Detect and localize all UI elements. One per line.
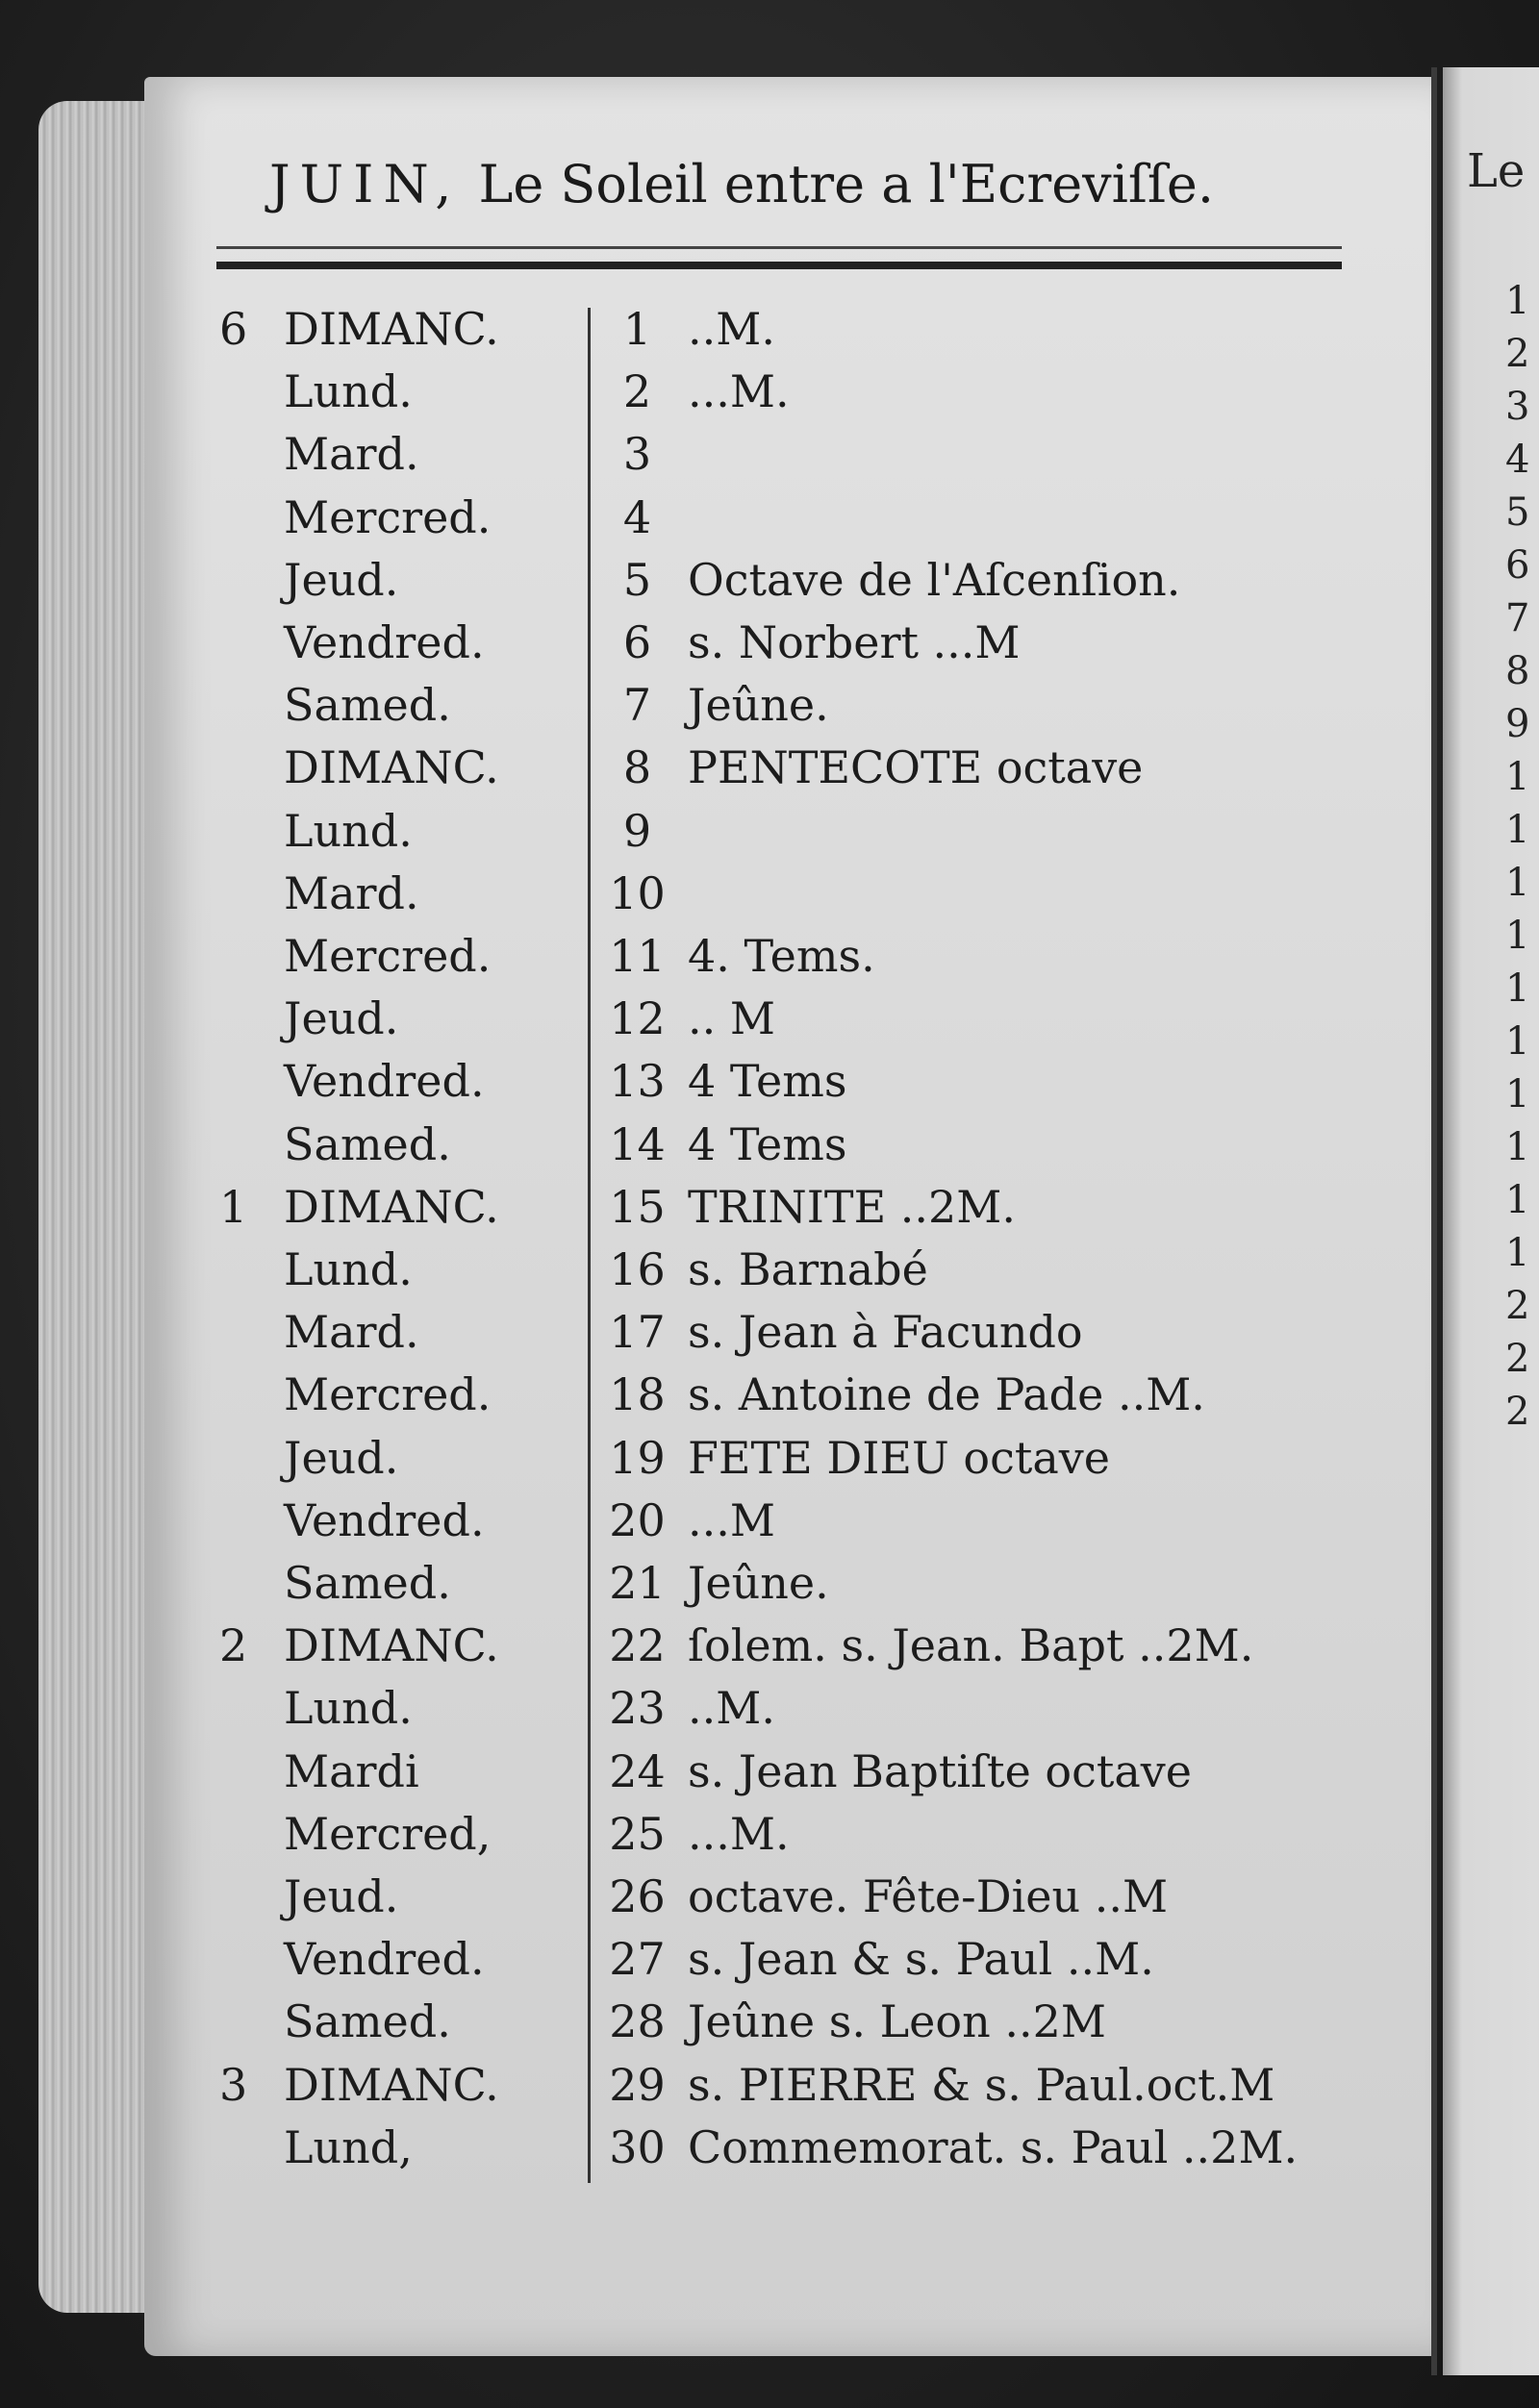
header-rule-thick [216,262,1342,269]
day-name: Mercred. [284,490,492,543]
calendar-row [0,1557,1443,1619]
feast-text: ...M. [688,1807,790,1860]
day-name: DIMANC. [284,741,499,794]
day-name: DIMANC. [284,303,499,355]
facing-page-header: Le [1467,144,1526,198]
facing-page-number: 4 [1505,438,1530,482]
day-name: Samed. [284,679,451,732]
feast-text: PENTECOTE octave [688,741,1144,794]
facing-page-number: 2 [1505,1284,1530,1328]
day-name: Samed. [284,1557,451,1609]
feast-text: ſolem. s. Jean. Bapt ..2M. [688,1619,1254,1672]
feast-text: Jeûne s. Leon ..2M [688,1995,1106,2048]
facing-page-number: 1 [1505,1178,1530,1222]
feast-text: Jeûne. [688,679,829,732]
calendar-row [0,1181,1443,1243]
calendar-row [0,1243,1443,1306]
feast-text: s. PIERRE & s. Paul.oct.M [688,2058,1275,2111]
day-name: Jeud. [284,553,399,606]
facing-page-number: 1 [1505,914,1530,958]
calendar-row [0,1368,1443,1431]
facing-page-number: 1 [1505,279,1530,323]
day-number: 10 [609,866,666,919]
calendar-row [0,1118,1443,1181]
feast-text: s. Barnabé [688,1243,928,1295]
day-name: Vendred. [284,1493,485,1546]
day-name: Mercred, [284,1807,492,1860]
day-number: 13 [609,1055,666,1108]
month-title: JUIN, [269,154,462,214]
day-number: 2 [622,365,652,418]
calendar-row [0,805,1443,867]
feast-text: ..M. [688,303,775,355]
facing-page-number: 5 [1505,490,1530,535]
calendar-row [0,428,1443,490]
facing-page-number: 7 [1505,596,1530,640]
day-name: Lund. [284,1682,413,1735]
calendar-row [0,1808,1443,1870]
day-name: Vendred. [284,616,485,668]
day-number: 3 [622,428,652,481]
facing-page-number: 3 [1505,385,1530,429]
day-number: 16 [609,1243,666,1295]
day-number: 23 [609,1682,666,1735]
calendar-row [0,303,1443,365]
day-number: 24 [609,1744,666,1797]
day-number: 4 [622,490,652,543]
feast-text: s. Jean à Facundo [688,1306,1083,1359]
day-name: Jeud. [284,992,399,1045]
calendar-row [0,992,1443,1055]
calendar-row [0,491,1443,554]
day-name: Mard. [284,1306,419,1359]
day-number: 30 [609,2120,666,2173]
day-name: Jeud. [284,1870,399,1922]
calendar-row [0,2121,1443,2184]
day-number: 20 [609,1493,666,1546]
feast-text: Octave de l'Aſcenſion. [688,553,1181,606]
day-number: 12 [609,992,666,1045]
day-number: 18 [609,1368,666,1421]
feast-text: 4. Tems. [688,930,875,982]
facing-page-number: 2 [1505,1337,1530,1381]
day-number: 11 [609,930,666,982]
day-name: DIMANC. [284,1180,499,1233]
calendar-row [0,1870,1443,1933]
facing-page-number: 1 [1505,1125,1530,1169]
facing-page-number: 8 [1505,649,1530,693]
feast-text: ...M [688,1493,775,1546]
facing-page-number: 9 [1505,702,1530,746]
feast-text: s. Jean Baptiſte octave [688,1744,1192,1797]
day-number: 17 [609,1306,666,1359]
feast-text: octave. Fête-Dieu ..M [688,1870,1169,1922]
calendar-row [0,616,1443,679]
day-name: Lund, [284,2120,413,2173]
day-name: Samed. [284,1117,451,1170]
feast-text: s. Jean & s. Paul ..M. [688,1933,1154,1986]
calendar-row [0,679,1443,741]
calendar-row [0,1933,1443,1995]
page-header [269,154,1214,214]
facing-page-number: 6 [1505,543,1530,588]
calendar-row [0,867,1443,930]
day-name: Vendred. [284,1055,485,1108]
day-name: Lund. [284,804,413,857]
calendar-row [0,365,1443,428]
week-number: 1 [219,1180,248,1233]
day-number: 1 [622,303,652,355]
day-number: 9 [622,804,652,857]
calendar-row [0,1055,1443,1117]
day-number: 19 [609,1431,666,1484]
feast-text: Commemorat. s. Paul ..2M. [688,2120,1299,2173]
zodiac-subtitle: Le Soleil entre a l'Ecreviſſe. [478,154,1215,214]
day-number: 26 [609,1870,666,1922]
day-name: Mardi [284,1744,419,1797]
calendar-row [0,1745,1443,1808]
day-name: Samed. [284,1995,451,2048]
week-number: 6 [219,303,248,355]
day-number: 6 [622,616,652,668]
day-name: Vendred. [284,1933,485,1986]
calendar-row [0,1494,1443,1557]
day-name: Mercred. [284,930,492,982]
header-rule-thin [216,246,1342,249]
day-number: 7 [622,679,652,732]
facing-page-number: 1 [1505,861,1530,905]
feast-text: s. Antoine de Pade ..M. [688,1368,1205,1421]
feast-text: 4 Tems [688,1117,847,1170]
facing-page-number: 2 [1505,332,1530,376]
day-name: Mard. [284,428,419,481]
feast-text: FETE DIEU octave [688,1431,1110,1484]
day-name: Lund. [284,365,413,418]
day-name: Mercred. [284,1368,492,1421]
feast-text: ..M. [688,1682,775,1735]
facing-page-number: 1 [1505,1019,1530,1064]
facing-page-number: 1 [1505,1231,1530,1275]
day-number: 5 [622,553,652,606]
calendar-row [0,1306,1443,1368]
calendar-row [0,930,1443,992]
week-number: 2 [219,1619,248,1672]
facing-page-number: 1 [1505,755,1530,799]
calendar-row [0,741,1443,804]
calendar-row [0,1619,1443,1682]
facing-page-number: 1 [1505,808,1530,852]
feast-text: Jeûne. [688,1557,829,1609]
feast-text: ...M. [688,365,790,418]
day-number: 14 [609,1117,666,1170]
day-number: 15 [609,1180,666,1233]
day-name: Jeud. [284,1431,399,1484]
week-number: 3 [219,2058,248,2111]
facing-page-number: 1 [1505,966,1530,1011]
day-name: DIMANC. [284,1619,499,1672]
day-number: 28 [609,1995,666,2048]
day-name: Mard. [284,866,419,919]
calendar-row [0,1682,1443,1744]
feast-text: 4 Tems [688,1055,847,1108]
day-name: Lund. [284,1243,413,1295]
feast-text: .. M [688,992,775,1045]
facing-page-number: 1 [1505,1072,1530,1116]
feast-text: TRINITE ..2M. [688,1180,1017,1233]
calendar-row [0,1995,1443,2058]
feast-text: s. Norbert ...M [688,616,1021,668]
calendar-row [0,2059,1443,2121]
calendar-row [0,1432,1443,1494]
day-number: 21 [609,1557,666,1609]
day-number: 29 [609,2058,666,2111]
day-number: 25 [609,1807,666,1860]
day-name: DIMANC. [284,2058,499,2111]
calendar-row [0,554,1443,616]
day-number: 27 [609,1933,666,1986]
day-number: 22 [609,1619,666,1672]
facing-page-number: 2 [1505,1390,1530,1434]
day-number: 8 [622,741,652,794]
